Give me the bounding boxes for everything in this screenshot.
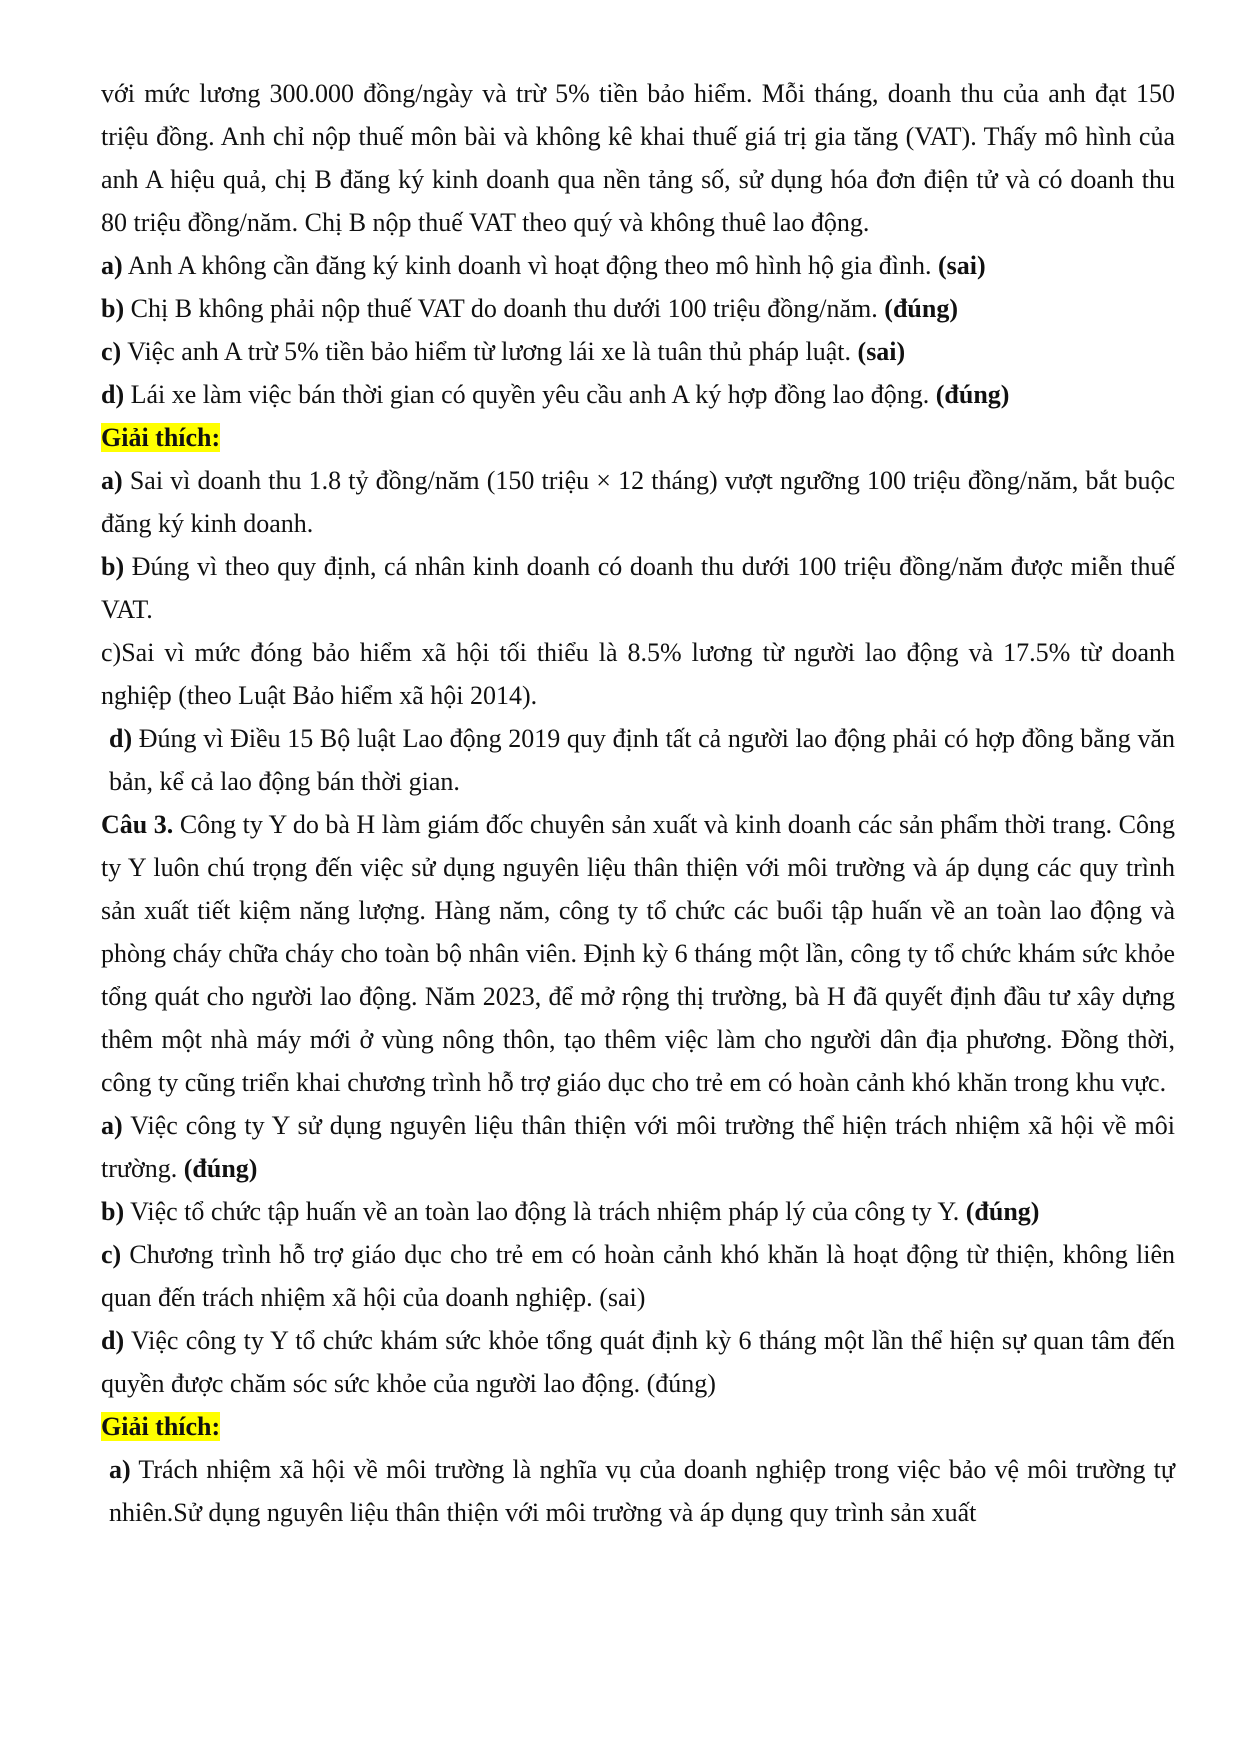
- explanation-text: Sai vì doanh thu 1.8 tỷ đồng/năm (150 triệu × 12 tháng) vượt ngưỡng 100 triệu đồng/năm, bắt buộc đăng ký kinh doanh.: [101, 466, 1175, 538]
- explanation-text: Đúng vì Điều 15 Bộ luật Lao động 2019 quy định tất cả người lao động phải có hợp đồng bằng văn bản, kể cả lao động bán thời gian.: [109, 724, 1175, 796]
- statement-text: Chương trình hỗ trợ giáo dục cho trẻ em có hoàn cảnh khó khăn là hoạt động từ thiện, không liên quan đến trách nhiệm xã hội của doanh nghiệp.: [101, 1240, 1175, 1312]
- q3-statement-d: [101, 1319, 1175, 1405]
- statement-label: c): [101, 337, 122, 366]
- intro-paragraph: với mức lương 300.000 đồng/ngày và trừ 5% tiền bảo hiểm. Mỗi tháng, doanh thu của anh đạt 150 triệu đồng. Anh chỉ nộp thuế môn bài và không kê khai thuế giá trị gia tăng (VAT). Thấy mô hình của anh A hiệu quả, chị B đăng ký kinh doanh qua nền tảng số, sử dụng hóa đơn điện tử và có doanh thu 80 triệu đồng/năm. Chị B nộp thuế VAT theo quý và không thuê lao động.: [101, 79, 1175, 237]
- explanation-text: c)Sai vì mức đóng bảo hiểm xã hội tối thiểu là 8.5% lương từ người lao động và 17.5% từ doanh nghiệp (theo Luật Bảo hiểm xã hội 2014).: [101, 638, 1175, 710]
- q2-explanation-heading: [101, 416, 1175, 459]
- statement-text: Lái xe làm việc bán thời gian có quyền yêu cầu anh A ký hợp đồng lao động.: [124, 380, 936, 409]
- statement-text: Anh A không cần đăng ký kinh doanh vì hoạt động theo mô hình hộ gia đình.: [122, 251, 938, 280]
- question-text: Công ty Y do bà H làm giám đốc chuyên sản xuất và kinh doanh các sản phẩm thời trang. Công ty Y luôn chú trọng đến việc sử dụng nguyên liệu thân thiện với môi trường và áp dụng các quy trình sản xuất tiết kiệm năng lượng. Hàng năm, công ty tổ chức các buổi tập huấn về an toàn lao động và phòng cháy chữa cháy cho toàn bộ nhân viên. Định kỳ 6 tháng một lần, công ty tổ chức khám sức khỏe tổng quát cho người lao động. Năm 2023, để mở rộng thị trường, bà H đã quyết định đầu tư xây dựng thêm một nhà máy mới ở vùng nông thôn, tạo thêm việc làm cho người dân địa phương. Đồng thời, công ty cũng triển khai chương trình hỗ trợ giáo dục cho trẻ em có hoàn cảnh khó khăn trong khu vực.: [101, 810, 1175, 1097]
- statement-verdict: (đúng): [183, 1154, 258, 1183]
- highlighted-heading: Giải thích:: [101, 1412, 221, 1441]
- statement-verdict: (đúng): [965, 1197, 1040, 1226]
- statement-label: d): [101, 1326, 125, 1355]
- statement-label: a): [101, 1111, 123, 1140]
- statement-verdict: (sai): [857, 337, 906, 366]
- q2-explanation-d: [101, 717, 1175, 803]
- q2-explanation-c: [101, 631, 1175, 717]
- statement-text: Việc công ty Y sử dụng nguyên liệu thân thiện với môi trường thể hiện trách nhiệm xã hội về môi trường.: [101, 1111, 1175, 1183]
- statement-text: Chị B không phải nộp thuế VAT do doanh thu dưới 100 triệu đồng/năm.: [124, 294, 885, 323]
- q3-paragraph: [101, 803, 1175, 1104]
- statement-verdict: (đúng): [646, 1369, 716, 1398]
- statement-label: d): [101, 380, 125, 409]
- q3-explanation-heading: [101, 1405, 1175, 1448]
- q2-statement-d: [101, 373, 1175, 416]
- statement-label: c): [101, 1240, 122, 1269]
- q3-statement-b: [101, 1190, 1175, 1233]
- statement-text: Việc anh A trừ 5% tiền bảo hiểm từ lương lái xe là tuân thủ pháp luật.: [121, 337, 858, 366]
- highlighted-heading: Giải thích:: [101, 423, 221, 452]
- statement-label: b): [101, 294, 125, 323]
- statement-text: Việc công ty Y tổ chức khám sức khỏe tổng quát định kỳ 6 tháng một lần thể hiện sự quan tâm đến quyền được chăm sóc sức khỏe của người lao động.: [101, 1326, 1175, 1398]
- statement-label: b): [101, 1197, 125, 1226]
- q2-statement-b: [101, 287, 1175, 330]
- explanation-label: a): [101, 466, 123, 495]
- document-page: [101, 72, 1175, 1534]
- explanation-label: d): [109, 724, 133, 753]
- q2-statement-c: [101, 330, 1175, 373]
- explanation-label: b): [101, 552, 125, 581]
- explanation-label: a): [109, 1455, 131, 1484]
- statement-verdict: (sai): [599, 1283, 646, 1312]
- question-label: Câu 3.: [101, 810, 174, 839]
- q2-explanation-a: [101, 459, 1175, 545]
- statement-verdict: (sai): [938, 251, 986, 280]
- q2-explanation-b: [101, 545, 1175, 631]
- q3-statement-c: [101, 1233, 1175, 1319]
- statement-verdict: (đúng): [935, 380, 1010, 409]
- statement-label: a): [101, 251, 123, 280]
- statement-text: Việc tổ chức tập huấn về an toàn lao động là trách nhiệm pháp lý của công ty Y.: [124, 1197, 966, 1226]
- statement-verdict: (đúng): [884, 294, 958, 323]
- q3-statement-a: [101, 1104, 1175, 1190]
- q3-explanation-a: [101, 1448, 1175, 1534]
- q2-statement-a: [101, 244, 1175, 287]
- explanation-text: Đúng vì theo quy định, cá nhân kinh doanh có doanh thu dưới 100 triệu đồng/năm được miễn thuế VAT.: [101, 552, 1175, 624]
- explanation-text: Trách nhiệm xã hội về môi trường là nghĩa vụ của doanh nghiệp trong việc bảo vệ môi trường tự nhiên.Sử dụng nguyên liệu thân thiện với môi trường và áp dụng quy trình sản xuất: [109, 1455, 1175, 1527]
